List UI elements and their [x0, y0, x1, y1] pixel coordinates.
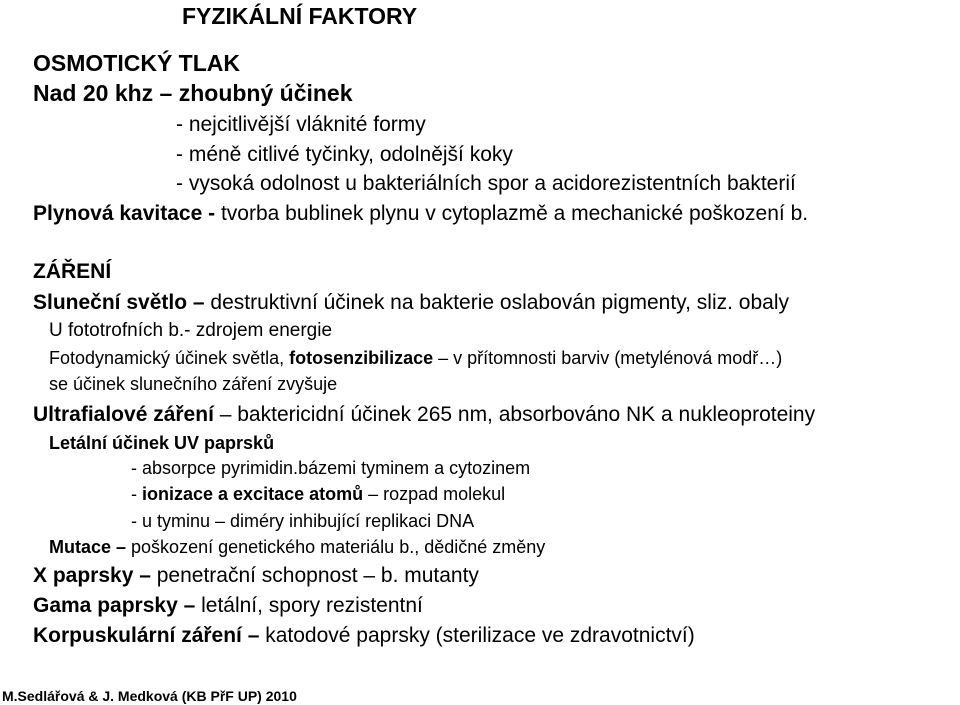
photodynamic-line-2: se účinek slunečního záření zvyšuje	[49, 374, 338, 394]
lethal-item-thymine: - u tyminu – diméry inhibující replikaci DNA	[131, 511, 475, 531]
lethal-item-absorb: - absorpce pyrimidin.bázemi tyminem a cytozinem	[131, 458, 531, 478]
xray-label: X paprsky –	[33, 564, 157, 587]
osmotic-item-1: - nejcitlivější vláknité formy	[176, 113, 426, 136]
uv-line	[33, 404, 815, 425]
cavitation-line	[33, 203, 808, 224]
osmotic-line1: Nad 20 khz – zhoubný účinek	[33, 80, 353, 106]
lethal-item-ionization	[131, 485, 505, 503]
mutation-line	[49, 538, 545, 556]
sunlight-label: Sluneční světlo –	[33, 291, 211, 314]
uv-label: Ultrafialové záření	[33, 403, 214, 426]
photodynamic-text-a: Fotodynamický účinek světla,	[49, 348, 290, 368]
phototroph-line: U fototrofních b.- zdrojem energie	[49, 320, 333, 341]
mutation-label: Mutace –	[49, 537, 132, 557]
page-title: FYZIKÁLNÍ FAKTORY	[182, 3, 418, 29]
uv-text: – baktericidní účinek 265 nm, absorbováno NK a nukleoproteiny	[213, 403, 816, 426]
gamma-text: letální, spory rezistentní	[201, 594, 423, 617]
ion-text: – rozpad molekul	[363, 484, 506, 504]
osmotic-item-2: - méně citlivé tyčinky, odolnější koky	[176, 143, 513, 166]
footer-credit: M.Sedlářová & J. Medková (KB PřF UP) 2010	[2, 688, 297, 704]
xray-line	[33, 565, 479, 586]
ion-dash: -	[131, 484, 142, 504]
corpuscular-text: katodové paprsky (sterilizace ve zdravotnictví)	[265, 624, 695, 647]
osmotic-heading: OSMOTICKÝ TLAK	[33, 50, 240, 76]
gamma-line	[33, 595, 423, 616]
sunlight-line	[33, 292, 789, 313]
osmotic-item-3: - vysoká odolnost u bakteriálních spor a acidorezistentních bakterií	[176, 172, 796, 195]
cavitation-label: Plynová kavitace -	[33, 202, 221, 225]
corpuscular-label: Korpuskulární záření –	[33, 624, 266, 647]
corpuscular-line	[33, 625, 695, 646]
lethal-uv-line: Letální účinek UV paprsků	[49, 433, 275, 453]
radiation-heading: ZÁŘENÍ	[33, 260, 112, 283]
photosensitization: fotosenzibilizace	[289, 348, 434, 368]
xray-text: penetrační schopnost – b. mutanty	[156, 564, 479, 587]
photodynamic-text-b: – v přítomnosti barviv (metylénová modř…)	[433, 348, 783, 368]
mutation-text: poškození genetického materiálu b., dědičné změny	[131, 537, 546, 557]
ion-label: ionizace a excitace atomů	[142, 484, 364, 504]
gamma-label: Gama paprsky –	[33, 594, 202, 617]
photodynamic-line	[49, 349, 782, 367]
sunlight-text: destruktivní účinek na bakterie oslabován pigmenty, sliz. obaly	[210, 291, 789, 314]
cavitation-text: tvorba bublinek plynu v cytoplazmě a mechanické poškození b.	[220, 202, 809, 225]
